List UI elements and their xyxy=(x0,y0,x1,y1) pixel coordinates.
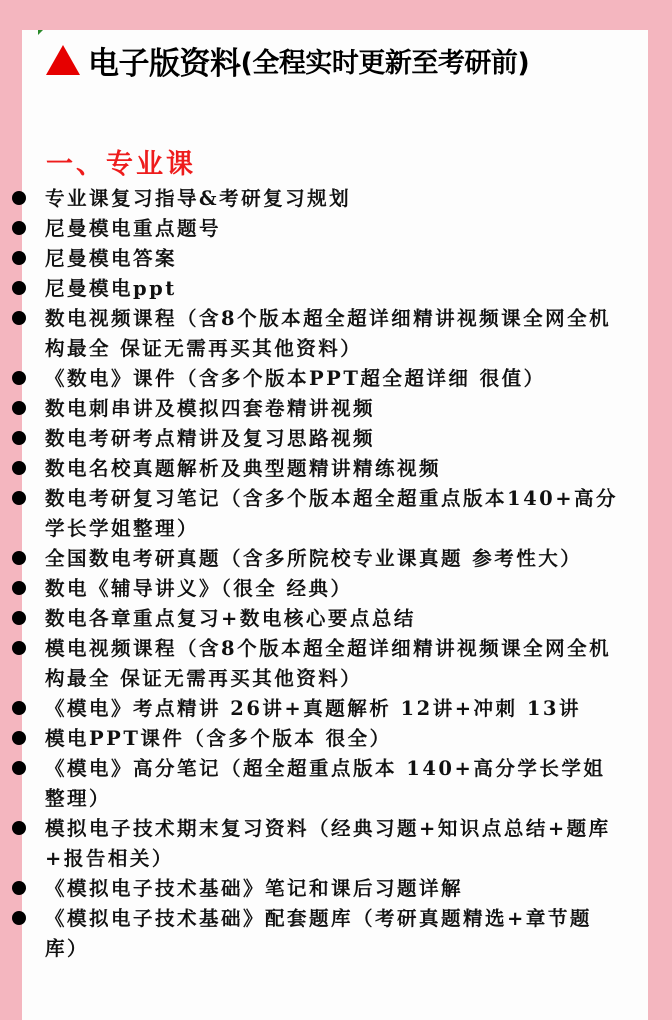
list-item-text: 尼曼模电重点题号 xyxy=(45,217,222,240)
list-item xyxy=(10,424,620,454)
bullet-icon xyxy=(12,761,26,775)
list-item-text: 全国数电考研真题（含多所院校专业课真题 参考性大） xyxy=(45,547,583,570)
material-list xyxy=(10,184,620,964)
bullet-icon xyxy=(12,431,26,445)
list-item xyxy=(10,724,620,754)
title-subtitle: (全程实时更新至考研前) xyxy=(240,47,530,79)
list-item xyxy=(10,814,620,874)
list-item xyxy=(10,904,620,964)
list-item-text: 专业课复习指导&考研复习规划 xyxy=(45,187,352,210)
list-item-text: 数电刺串讲及模拟四套卷精讲视频 xyxy=(45,397,376,420)
list-item xyxy=(10,874,620,904)
list-item xyxy=(10,274,620,304)
list-item xyxy=(10,604,620,634)
list-item-text: 《模拟电子技术基础》笔记和课后习题详解 xyxy=(45,877,464,900)
bullet-icon xyxy=(12,401,26,415)
list-item-text: 《模拟电子技术基础》配套题库（考研真题精选+章节题库） xyxy=(45,907,592,960)
list-item xyxy=(10,304,620,364)
bullet-icon xyxy=(12,491,26,505)
section-heading: 一、专业课 xyxy=(46,149,196,180)
list-item-text: 数电《辅导讲义》（很全 经典） xyxy=(45,577,353,600)
list-item xyxy=(10,754,620,814)
list-item-text: 《数电》课件（含多个版本PPT超全超详细 很值） xyxy=(45,367,546,390)
bullet-icon xyxy=(12,611,26,625)
list-item-text: 《模电》高分笔记（超全超重点版本 140+高分学长学姐整理） xyxy=(45,757,606,810)
list-item xyxy=(10,544,620,574)
list-item xyxy=(10,184,620,214)
bullet-icon xyxy=(12,191,26,205)
bullet-icon xyxy=(12,281,26,295)
list-item-text: 《模电》考点精讲 26讲+真题解析 12讲+冲刺 13讲 xyxy=(45,697,581,720)
bullet-icon xyxy=(12,821,26,835)
list-item-text: 数电各章重点复习+数电核心要点总结 xyxy=(45,607,416,630)
list-item xyxy=(10,634,620,694)
bullet-icon xyxy=(12,911,26,925)
warning-triangle-icon xyxy=(46,45,80,75)
corner-mark xyxy=(38,30,43,35)
bullet-icon xyxy=(12,251,26,265)
list-item xyxy=(10,694,620,724)
bullet-icon xyxy=(12,371,26,385)
list-item-text: 模电PPT课件（含多个版本 很全） xyxy=(45,727,392,750)
list-item xyxy=(10,244,620,274)
page-title xyxy=(46,36,529,84)
bullet-icon xyxy=(12,881,26,895)
list-item xyxy=(10,484,620,544)
list-item-text: 尼曼模电答案 xyxy=(45,247,178,270)
bullet-icon xyxy=(12,461,26,475)
bullet-icon xyxy=(12,701,26,715)
list-item xyxy=(10,454,620,484)
bullet-icon xyxy=(12,731,26,745)
list-item-text: 数电名校真题解析及典型题精讲精练视频 xyxy=(45,457,442,480)
bullet-icon xyxy=(12,551,26,565)
bullet-icon xyxy=(12,641,26,655)
title-main: 电子版资料 xyxy=(88,45,241,82)
list-item-text: 数电视频课程（含8个版本超全超详细精讲视频课全网全机构最全 保证无需再买其他资料） xyxy=(45,307,612,360)
list-item-text: 模电视频课程（含8个版本超全超详细精讲视频课全网全机构最全 保证无需再买其他资料） xyxy=(45,637,612,690)
list-item-text: 尼曼模电ppt xyxy=(45,277,177,300)
bullet-icon xyxy=(12,221,26,235)
list-item-text: 数电考研复习笔记（含多个版本超全超重点版本140+高分学长学姐整理） xyxy=(45,487,619,540)
list-item xyxy=(10,364,620,394)
list-item xyxy=(10,574,620,604)
bullet-icon xyxy=(12,581,26,595)
list-item-text: 数电考研考点精讲及复习思路视频 xyxy=(45,427,376,450)
list-item-text: 模拟电子技术期末复习资料（经典习题+知识点总结+题库+报告相关） xyxy=(45,817,611,870)
list-item xyxy=(10,394,620,424)
bullet-icon xyxy=(12,311,26,325)
list-item xyxy=(10,214,620,244)
